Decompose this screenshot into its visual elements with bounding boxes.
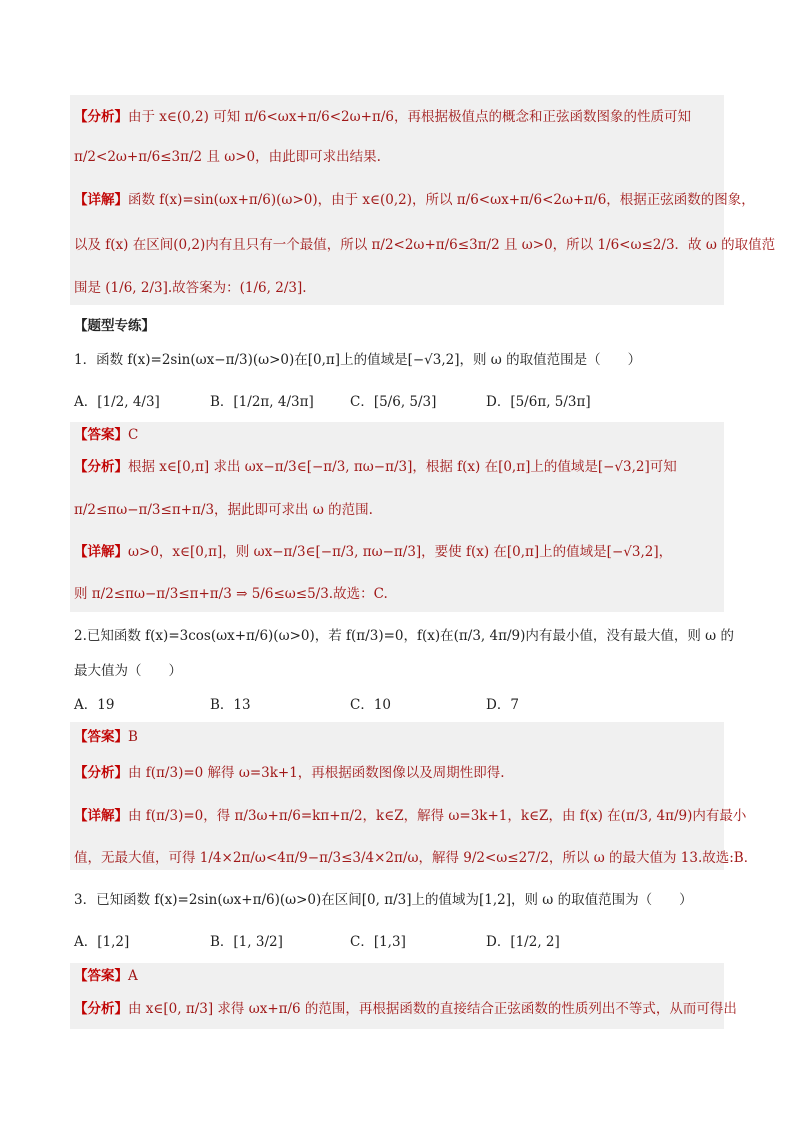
answer-2 [74,727,724,747]
detail-1-line-2 [74,235,776,255]
analysis-1-line-2 [74,147,724,167]
detail-text: ω>0，x∈[0,π]，则 ωx−π/3∈[−π/3, πω−π/3]，要使 f(x) 在[0,π]上的值域是[−√3,2]， [128,544,673,560]
analysis-tag: 【分析】 [74,459,128,475]
analysis-2-line-2 [74,500,724,520]
question-1-options [74,392,724,414]
question-3-options [74,932,724,954]
detail-tag: 【详解】 [74,544,128,560]
question-3-stem: 3．已知函数 f(x)=2sin(ωx+π/6)(ω>0)在区间[0, π/3]上的值域为[1,2]，则 ω 的取值范围为（ ） [74,892,693,908]
question-2-stem-line-2: 最大值为（ ） [74,663,182,679]
detail-1-line-1 [74,190,755,210]
analysis-text: 由 x∈[0, π/3] 求得 ωx+π/6 的范围，再根据函数的直接结合正弦函数的性质列出不等式，从而可得出 [128,1001,737,1017]
question-2-options [74,695,724,717]
answer-1 [74,425,724,445]
option-d: D．[5/6π, 5/3π] [486,394,591,410]
analysis-text: 由 f(π/3)=0 解得 ω=3k+1，再根据函数图像以及周期性即得. [128,765,505,781]
detail-text: 由 f(π/3)=0，得 π/3ω+π/6=kπ+π/2，k∈Z，解得 ω=3k+1，k∈Z，由 f(x) 在(π/3, 4π/9)内有最小 [128,808,747,824]
answer-value: C [128,427,139,443]
analysis-tag: 【分析】 [74,765,128,781]
detail-3-line-2 [74,848,758,868]
analysis-text: 由于 x∈(0,2) 可知 π/6<ωx+π/6<2ω+π/6，再根据极值点的概念和正弦函数图象的性质可知 [128,109,691,125]
answer-3 [74,966,724,986]
analysis-4-line-1 [74,999,737,1019]
detail-text: 以及 f(x) 在区间(0,2)内有且只有一个最值，所以 π/2<2ω+π/6≤3π/2 且 ω>0，所以 1/6<ω≤2/3．故 ω 的取值范 [74,237,776,253]
question-2-stem-line-1: 2.已知函数 f(x)=3cos(ωx+π/6)(ω>0)，若 f(π/3)=0，f(x)在(π/3, 4π/9)内有最小值，没有最大值，则 ω 的 [74,628,734,644]
answer-value: B [128,729,138,745]
option-d: D．[1/2, 2] [486,934,560,950]
option-c: C．[5/6, 5/3] [350,394,437,410]
option-c: C．[1,3] [350,934,406,950]
detail-tag: 【详解】 [74,192,128,208]
answer-tag: 【答案】 [74,968,128,984]
detail-text: 值，无最大值，可得 1/4×2π/ω<4π/9−π/3≤3/4×2π/ω，解得 9/2<ω≤27/2，所以 ω 的最大值为 13.故选:B． [74,850,758,866]
option-a: A．[1,2] [74,934,130,950]
option-a: A．[1/2, 4/3] [74,394,160,410]
answer-value: A [128,968,138,984]
detail-text: 则 π/2≤πω−π/3≤π+π/3 ⇒ 5/6≤ω≤5/3.故选：C. [74,586,388,602]
option-b: B．[1/2π, 4/3π] [210,394,314,410]
analysis-tag: 【分析】 [74,109,128,125]
option-a: A．19 [74,697,115,713]
analysis-1-line-1 [74,107,724,127]
analysis-tag: 【分析】 [74,1001,128,1017]
option-b: B．[1, 3/2] [210,934,283,950]
detail-2-line-2 [74,584,724,604]
analysis-3-line-1 [74,763,724,783]
answer-tag: 【答案】 [74,729,128,745]
section-title: 【题型专练】 [74,318,155,334]
question-1-stem: 1．函数 f(x)=2sin(ωx−π/3)(ω>0)在[0,π]上的值域是[−√3,2]，则 ω 的取值范围是（ ） [74,352,642,368]
answer-tag: 【答案】 [74,427,128,443]
option-b: B．13 [210,697,251,713]
detail-2-line-1 [74,542,724,562]
analysis-text: π/2≤πω−π/3≤π+π/3，据此即可求出 ω 的范围. [74,502,373,518]
analysis-text: π/2<2ω+π/6≤3π/2 且 ω>0，由此即可求出结果. [74,149,381,165]
option-d: D．7 [486,697,519,713]
detail-1-line-3 [74,278,724,298]
analysis-text: 根据 x∈[0,π] 求出 ωx−π/3∈[−π/3, πω−π/3]，根据 f(x) 在[0,π]上的值域是[−√3,2]可知 [128,459,677,475]
detail-text: 函数 f(x)=sin(ωx+π/6)(ω>0)，由于 x∈(0,2)，所以 π/6<ωx+π/6<2ω+π/6，根据正弦函数的图象， [128,192,755,208]
detail-tag: 【详解】 [74,808,128,824]
option-c: C．10 [350,697,392,713]
detail-text: 围是 (1/6, 2/3].故答案为：(1/6, 2/3]. [74,280,307,296]
analysis-2-line-1 [74,457,724,477]
detail-3-line-1 [74,806,747,826]
